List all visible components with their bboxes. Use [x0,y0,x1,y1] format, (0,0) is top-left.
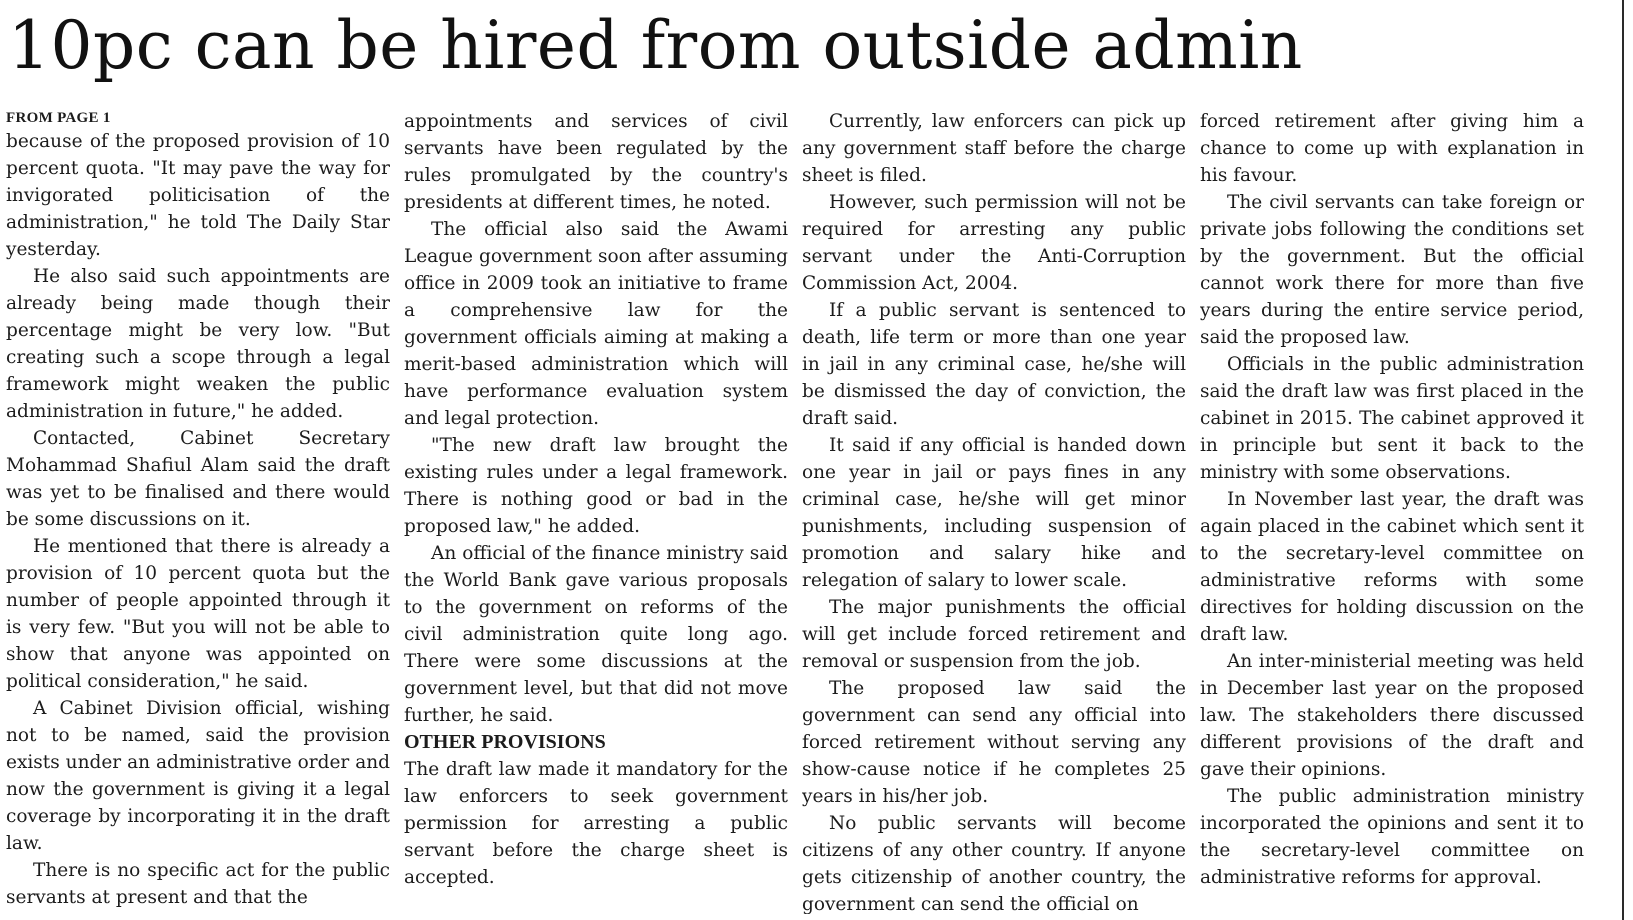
paragraph: A Cabinet Division official, wishing not to be named, said the provision exists under an administrative order and now the government is giving it a legal coverage by incorporating it in the draft law. [6,698,390,854]
article-column-2 [404,108,788,914]
paragraph: He also said such appointments are already being made though their percentage might be very low. "But creating such a scope through a legal framework might weaken the public administration in future," he added. [6,266,390,422]
paragraph: appointments and services of civil servants have been regulated by the rules promulgated by the country's presidents at different times, he noted. [404,111,788,213]
paragraph: Officials in the public administration said the draft law was first placed in the cabinet in 2015. The cabinet approved it in principle but sent it back to the ministry with some observations. [1200,354,1584,483]
kicker-from-page-1: FROM PAGE 1 [6,110,111,126]
paragraph: The proposed law said the government can send any official into forced retirement without serving any show-cause notice if he completes 25 years in his/her job. [802,678,1186,807]
paragraph: He mentioned that there is already a provision of 10 percent quota but the number of people appointed through it is very few. "But you will not be able to show that anyone was appointed on political consideration," he said. [6,536,390,692]
column-rule [1622,0,1624,920]
subheading-other-provisions: OTHER PROVISIONS [404,731,606,753]
paragraph: However, such permission will not be required for arresting any public servant under the Anti-Corruption Commission Act, 2004. [802,192,1186,294]
paragraph: No public servants will become citizens of any other country. If anyone gets citizenship of another country, the government can send the official on [802,813,1186,914]
article-column-1 [6,108,390,914]
paragraph: The civil servants can take foreign or private jobs following the conditions set by the government. But the official cannot work there for more than five years during the entire service period, said the proposed law. [1200,192,1584,348]
paragraph: The official also said the Awami League government soon after assuming office in 2009 took an initiative to frame a comprehensive law for the government officials aiming at making a merit-based administration which will have performance evaluation system and legal protection. [404,219,788,429]
article-column-3 [802,108,1186,914]
paragraph: The draft law made it mandatory for the law enforcers to seek government permission for arresting a public servant before the charge sheet is accepted. [404,759,788,888]
paragraph: Currently, law enforcers can pick up any government staff before the charge sheet is filed. [802,111,1186,186]
paragraph: An inter-ministerial meeting was held in December last year on the proposed law. The stakeholders there discussed different provisions of the draft and gave their opinions. [1200,651,1584,780]
paragraph: The major punishments the official will get include forced retirement and removal or suspension from the job. [802,597,1186,672]
paragraph: An official of the finance ministry said the World Bank gave various proposals to the government on reforms of the civil administration quite long ago. There were some discussions at the government level, but that did not move further, he said. [404,543,788,726]
paragraph: There is no specific act for the public servants at present and that the [6,860,390,908]
paragraph: because of the proposed provision of 10 percent quota. "It may pave the way for invigorated politicisation of the administration," he told The Daily Star yesterday. [6,131,390,260]
paragraph: If a public servant is sentenced to death, life term or more than one year in jail in any criminal case, he/she will be dismissed the day of conviction, the draft said. [802,300,1186,429]
paragraph: In November last year, the draft was again placed in the cabinet which sent it to the secretary-level committee on administrative reforms with some directives for holding discussion on the draft law. [1200,489,1584,645]
paragraph: Contacted, Cabinet Secretary Mohammad Shafiul Alam said the draft was yet to be finalised and there would be some discussions on it. [6,428,390,530]
paragraph: forced retirement after giving him a chance to come up with explanation in his favour. [1200,111,1584,186]
paragraph: It said if any official is handed down one year in jail or pays fines in any criminal case, he/she will get minor punishments, including suspension of promotion and salary hike and relegation of salary to lower scale. [802,435,1186,591]
article-column-4 [1200,108,1584,914]
paragraph: "The new draft law brought the existing rules under a legal framework. There is nothing good or bad in the proposed law," he added. [404,435,788,537]
headline: 10pc can be hired from outside admin [8,7,1303,84]
paragraph: The public administration ministry incorporated the opinions and sent it to the secretary-level committee on administrative reforms for approval. [1200,786,1584,888]
